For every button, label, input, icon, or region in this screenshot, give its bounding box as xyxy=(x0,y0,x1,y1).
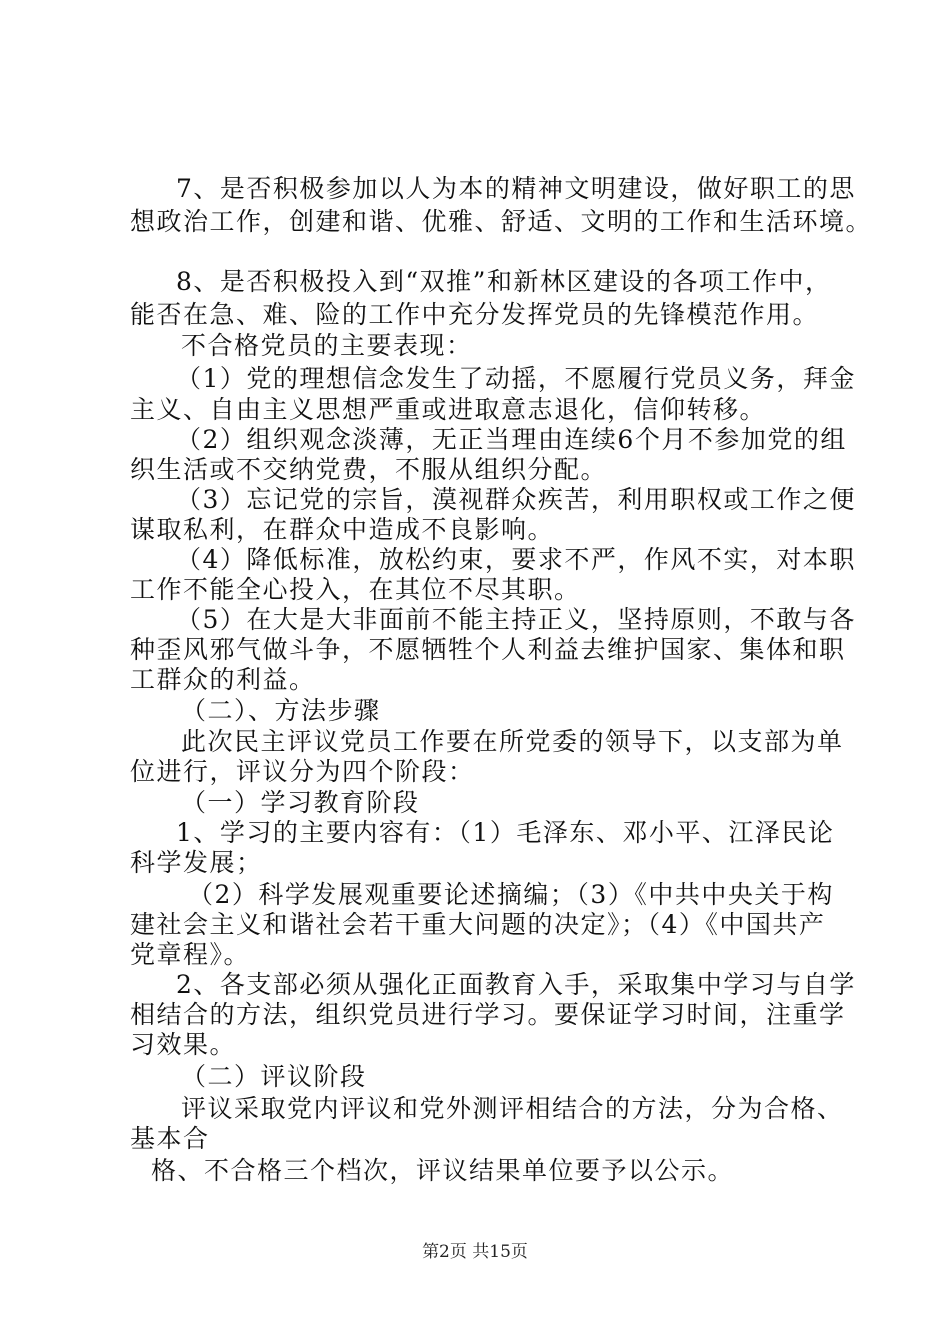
text-line: 党章程》。 xyxy=(130,940,251,969)
text-line: 能否在急、难、险的工作中充分发挥党员的先锋模范作用。 xyxy=(130,300,820,329)
section-heading: （二）评议阶段 xyxy=(181,1062,367,1091)
text-line: 科学发展； xyxy=(130,848,263,877)
text-line: （1）党的理想信念发生了动摇，不愿履行党员义务，拜金 xyxy=(176,364,856,393)
text-line: 想政治工作，创建和谐、优雅、舒适、文明的工作和生活环境。 xyxy=(130,207,873,236)
section-heading: （二）、方法步骤 xyxy=(181,696,381,725)
text-line: 织生活或不交纳党费，不服从组织分配。 xyxy=(130,455,608,484)
text-line: 工作不能全心投入，在其位不尽其职。 xyxy=(130,575,581,604)
text-line: 谋取私利，在群众中造成不良影响。 xyxy=(130,515,555,544)
text-line: 此次民主评议党员工作要在所党委的领导下，以支部为单 xyxy=(181,727,844,756)
text-line: （2）科学发展观重要论述摘编；（3）《中共中央关于构 xyxy=(188,880,834,909)
text-line: （3）忘记党的宗旨，漠视群众疾苦，利用职权或工作之便 xyxy=(176,485,856,514)
page-footer: 第2页 共15页 xyxy=(422,1242,528,1262)
text-line: 种歪风邪气做斗争，不愿牺牲个人利益去维护国家、集体和职 xyxy=(130,635,846,664)
text-line: 基本合 xyxy=(130,1124,210,1153)
text-line: 相结合的方法，组织党员进行学习。要保证学习时间，注重学 xyxy=(130,1000,846,1029)
text-line: 习效果。 xyxy=(130,1030,237,1059)
text-line: （2）组织观念淡薄，无正当理由连续6个月不参加党的组 xyxy=(176,425,847,454)
text-line: （5）在大是大非面前不能主持正义，坚持原则，不敢与各 xyxy=(176,605,856,634)
text-line: 7、是否积极参加以人为本的精神文明建设，做好职工的思 xyxy=(176,174,856,203)
text-line: 主义、自由主义思想严重或进取意志退化，信仰转移。 xyxy=(130,395,767,424)
text-line: 2、各支部必须从强化正面教育入手，采取集中学习与自学 xyxy=(176,970,856,999)
text-line: 建社会主义和谐社会若干重大问题的决定》；（4）《中国共产 xyxy=(130,910,826,939)
section-heading: （一）学习教育阶段 xyxy=(181,788,420,817)
text-line: 位进行，评议分为四个阶段： xyxy=(130,757,475,786)
text-line: 工群众的利益。 xyxy=(130,665,316,694)
text-line: 评议采取党内评议和党外测评相结合的方法，分为合格、 xyxy=(181,1094,844,1123)
text-line: 不合格党员的主要表现： xyxy=(181,331,473,360)
text-line: 格、不合格三个档次，评议结果单位要予以公示。 xyxy=(151,1156,735,1185)
text-line: （4）降低标准，放松约束，要求不严，作风不实，对本职 xyxy=(176,545,856,574)
text-line: 8、是否积极投入到“双推”和新林区建设的各项工作中， xyxy=(176,267,832,296)
text-line: 1、学习的主要内容有：（1）毛泽东、邓小平、江泽民论 xyxy=(176,818,835,847)
